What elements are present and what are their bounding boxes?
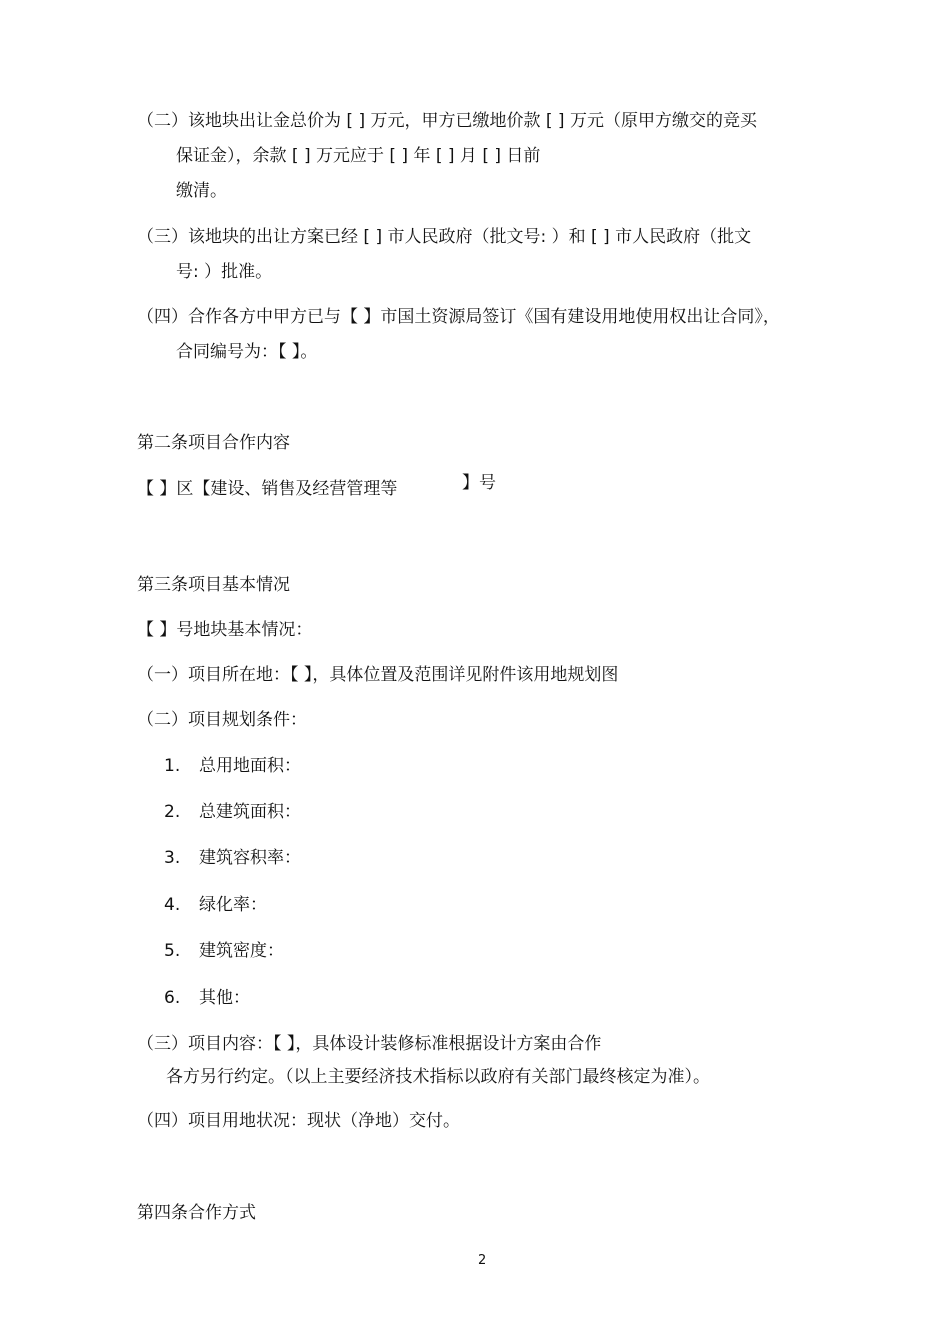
article2-heading: 第二条项目合作内容 xyxy=(137,433,290,453)
item3-line2: 号: ）批准。 xyxy=(176,262,273,282)
condition-label: 建筑密度： xyxy=(199,941,284,961)
article3-heading: 第三条项目基本情况 xyxy=(137,575,290,595)
condition-label: 其他： xyxy=(199,988,250,1008)
article3-item3-line2: 各方另行约定。（以上主要经济技术指标以政府有关部门最终核定为准）。 xyxy=(166,1067,710,1087)
article3-intro: 【 】号地块基本情况： xyxy=(137,620,313,640)
item4-line2: 合同编号为：【 】。 xyxy=(176,342,318,362)
condition-number: 5. xyxy=(164,941,181,961)
article3-item4: （四）项目用地状况：现状（净地）交付。 xyxy=(137,1111,460,1131)
item2-line2: 保证金），余款 [ ] 万元应于 [ ] 年 [ ] 月 [ ] 日前 xyxy=(176,146,541,166)
condition-label: 建筑容积率： xyxy=(199,848,301,868)
condition-label: 绿化率： xyxy=(199,895,267,915)
page-number: 2 xyxy=(478,1253,487,1268)
condition-number: 3. xyxy=(164,848,181,868)
article4-heading: 第四条合作方式 xyxy=(137,1203,256,1223)
condition-label: 总用地面积： xyxy=(199,756,301,776)
article2-content-left: 【 】区【建设、销售及经营管理等 xyxy=(137,479,398,499)
item3-line1: （三）该地块的出让方案已经 [ ] 市人民政府（批文号: ）和 [ ] 市人民政府（批文 xyxy=(137,227,752,247)
article2-content-right: 】号 xyxy=(462,473,496,493)
condition-label: 总建筑面积： xyxy=(199,802,301,822)
condition-number: 2. xyxy=(164,802,181,822)
article3-item2: （二）项目规划条件： xyxy=(137,710,307,730)
condition-number: 1. xyxy=(164,756,181,776)
item4-line1: （四）合作各方中甲方已与【 】市国土资源局签订《国有建设用地使用权出让合同》， xyxy=(137,307,780,327)
condition-number: 6. xyxy=(164,988,181,1008)
item2-line3: 缴清。 xyxy=(176,181,227,201)
article3-item3-line1: （三）项目内容：【 】，具体设计装修标准根据设计方案由合作 xyxy=(137,1034,602,1054)
condition-number: 4. xyxy=(164,895,181,915)
article3-item1: （一）项目所在地：【 】，具体位置及范围详见附件该用地规划图 xyxy=(137,665,619,685)
item2-line1: （二）该地块出让金总价为 [ ] 万元，甲方已缴地价款 [ ] 万元（原甲方缴交的竞买 xyxy=(137,111,757,131)
